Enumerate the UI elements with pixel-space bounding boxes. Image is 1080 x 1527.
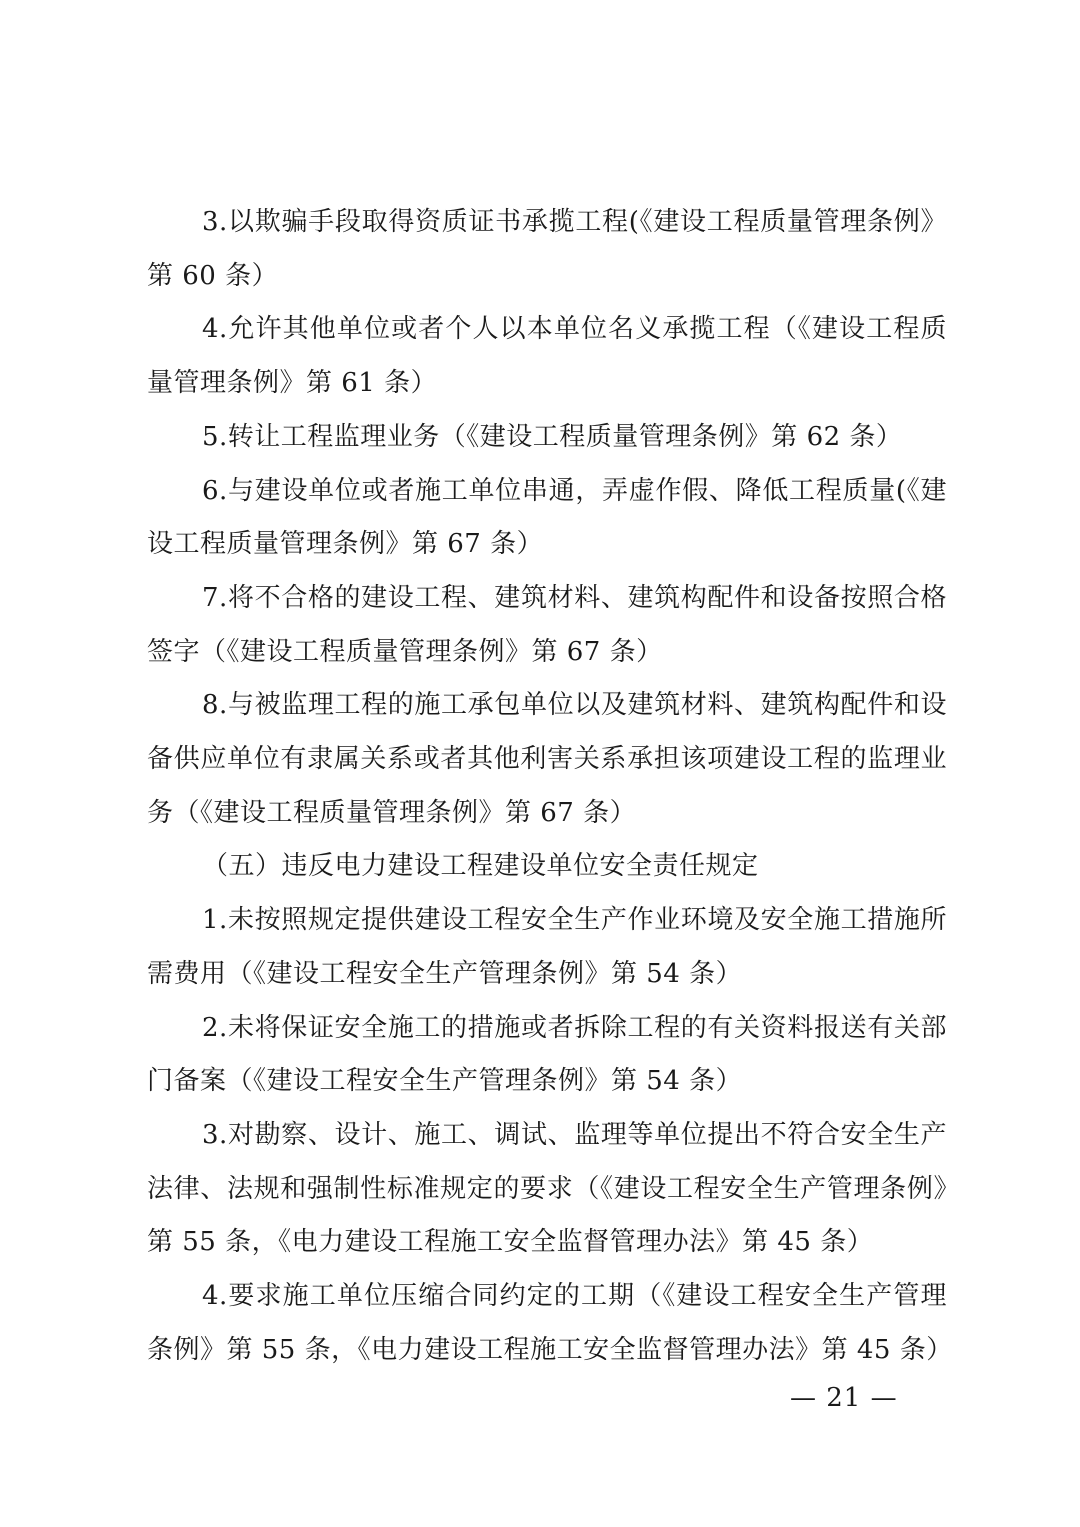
paragraph-item-7-signing: 7.将不合格的建设工程、建筑材料、建筑构配件和设备按照合格签字（《建设工程质量管理条例》第 67 条） [147,582,947,667]
paragraph-item-1-fees: 1.未按照规定提供建设工程安全生产作业环境及安全施工措施所需费用（《建设工程安全生产管理条例》第 54 条） [147,905,947,989]
paragraph-item-2-filing: 2.未将保证安全施工的措施或者拆除工程的有关资料报送有关部门备案（《建设工程安全生产管理条例》第 54 条） [147,1012,947,1097]
paragraph-item-4-lending-name: 4.允许其他单位或者个人以本单位名义承揽工程（《建设工程质量管理条例》第 61 条） [147,314,947,399]
document-body [147,196,953,1377]
paragraph-item-3-fraud: 3.以欺骗手段取得资质证书承揽工程(《建设工程质量管理条例》第 60 条） [147,207,947,291]
paragraph-item-6-collusion: 6.与建设单位或者施工单位串通，弄虚作假、降低工程质量(《建设工程质量管理条例》第 67 条） [147,475,947,560]
paragraph-item-5-transfer: 5.转让工程监理业务（《建设工程质量管理条例》第 62 条） [202,421,903,452]
page-number: — 21 — [790,1383,898,1413]
section-heading-5: （五）违反电力建设工程建设单位安全责任规定 [202,851,759,882]
paragraph-item-4-schedule: 4.要求施工单位压缩合同约定的工期（《建设工程安全生产管理条例》第 55 条，《电力建设工程施工安全监督管理办法》第 45 条） [147,1281,953,1365]
paragraph-item-8-affiliation: 8.与被监理工程的施工承包单位以及建筑材料、建筑构配件和设备供应单位有隶属关系或者其他利害关系承担该项建设工程的监理业务（《建设工程质量管理条例》第 67 条） [147,690,947,828]
paragraph-item-3-requirements: 3.对勘察、设计、施工、调试、监理等单位提出不符合安全生产法律、法规和强制性标准规定的要求（《建设工程安全生产管理条例》第 55 条，《电力建设工程施工安全监督管理办法》第 45 条） [147,1119,947,1258]
